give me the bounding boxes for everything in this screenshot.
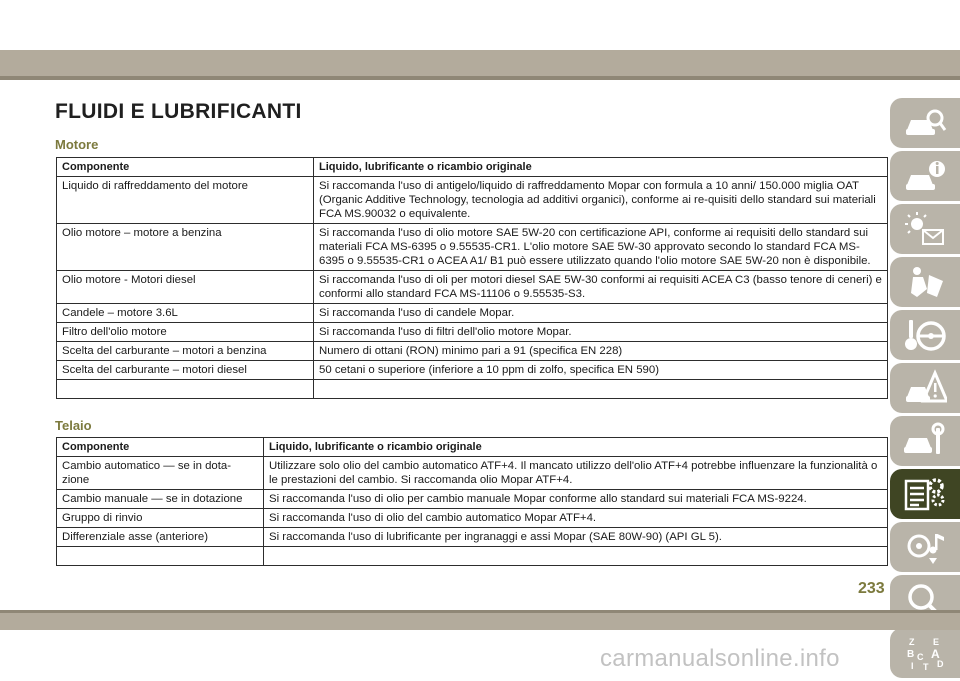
tab-multimedia[interactable]: [890, 522, 960, 572]
car-wrench-icon: [903, 422, 947, 460]
multimedia-music-icon: [903, 528, 947, 566]
tab-maintenance[interactable]: [890, 416, 960, 466]
cell-component: Scelta del carburante – motori a benzina: [57, 342, 314, 361]
cell-fluid: Si raccomanda l'uso di olio per cambio manuale Mopar conforme allo standard sui materiali FCA MS-9224.: [264, 490, 888, 509]
table-row: [57, 457, 888, 490]
header-band-line: [0, 76, 960, 80]
table-row: [57, 528, 888, 547]
tab-safety[interactable]: [890, 257, 960, 307]
column-header-componente: Componente: [57, 438, 264, 457]
section-heading-telaio: Telaio: [55, 418, 92, 433]
tab-driving[interactable]: [890, 310, 960, 360]
car-info-icon: [903, 157, 947, 195]
index-letter: B: [907, 649, 915, 660]
cell-component: Cambio manuale — se in dotazione: [57, 490, 264, 509]
chapter-sidebar: [890, 98, 960, 681]
telaio-table: [56, 437, 888, 566]
cell-fluid: Si raccomanda l'uso di olio motore SAE 5W-20 con certificazione API, conforme ai requisiti dello standard sui materiali FCA MS-6395 o 9.55535-CR1. L'olio motore SAE 5W-30 approvato secondo lo standard FCA MS-6395 o 9.55535-CR1 o ACEA A1/ B1 può essere utilizzato quando l'olio motore SAE 5W-20 non è disponibile.: [314, 224, 888, 271]
tab-emergency[interactable]: [890, 363, 960, 413]
tab-warning-lights[interactable]: [890, 204, 960, 254]
cell-fluid: Utilizzare solo olio del cambio automatico ATF+4. Il mancato utilizzo dell'olio ATF+4 potrebbe influenzare la funzionalità o le prestazioni del cambio. Si raccomanda olio Mopar ATF+4.: [264, 457, 888, 490]
spacer-cell: [314, 380, 888, 399]
page-title: FLUIDI E LUBRIFICANTI: [55, 100, 302, 123]
index-letter: I: [911, 661, 914, 671]
motore-table: [56, 157, 888, 399]
cell-fluid: Si raccomanda l'uso di olio del cambio automatico Mopar ATF+4.: [264, 509, 888, 528]
tab-index[interactable]: [890, 628, 960, 678]
cell-fluid: Si raccomanda l'uso di antigelo/liquido di raffreddamento Mopar con formula a 10 anni/ 150.000 miglia OAT (Organic Additive Technology, tecnologia ad additivi organici), conforme ai re-quisiti dello standard sui materiali FCA MS.90032 o equivalente.: [314, 177, 888, 224]
cell-component: Differenziale asse (anteriore): [57, 528, 264, 547]
table-row: [57, 323, 888, 342]
table-row: [57, 509, 888, 528]
steering-wheel-icon: [903, 316, 947, 354]
index-letter: Z: [909, 637, 915, 647]
cell-fluid: 50 cetani o superiore (inferiore a 10 ppm di zolfo, specifica EN 590): [314, 361, 888, 380]
table-row: [57, 490, 888, 509]
index-letter: E: [933, 637, 940, 647]
table-header-row: [57, 438, 888, 457]
footer-band: [0, 613, 960, 630]
cell-component: Filtro dell'olio motore: [57, 323, 314, 342]
tab-car-overview[interactable]: [890, 98, 960, 148]
index-letter: D: [937, 659, 944, 669]
column-header-liquido: Liquido, lubrificante o ricambio originale: [264, 438, 888, 457]
tab-car-info[interactable]: [890, 151, 960, 201]
header-band: [0, 50, 960, 76]
cell-component: Candele – motore 3.6L: [57, 304, 314, 323]
page-number: 233: [858, 580, 885, 597]
spacer-cell: [57, 547, 264, 566]
section-heading-motore: Motore: [55, 137, 99, 152]
table-row: [57, 342, 888, 361]
cell-fluid: Si raccomanda l'uso di candele Mopar.: [314, 304, 888, 323]
index-letters-icon: [903, 634, 947, 672]
cell-fluid: Si raccomanda l'uso di lubrificante per ingranaggi e assi Mopar (SAE 80W-90) (API GL 5).: [264, 528, 888, 547]
index-letter: A: [931, 647, 940, 661]
index-letter: T: [923, 662, 929, 672]
cell-component: Cambio automatico — se in dota-zione: [57, 457, 264, 490]
airbag-icon: [903, 263, 947, 301]
cell-fluid: Si raccomanda l'uso di filtri dell'olio motore Mopar.: [314, 323, 888, 342]
car-magnifier-icon: [903, 104, 947, 142]
table-row: [57, 304, 888, 323]
table-spacer-row: [57, 380, 888, 399]
cell-component: Gruppo di rinvio: [57, 509, 264, 528]
cell-component: Olio motore – motore a benzina: [57, 224, 314, 271]
cell-component: Liquido di raffreddamento del motore: [57, 177, 314, 224]
spacer-cell: [57, 380, 314, 399]
cell-component: Olio motore - Motori diesel: [57, 271, 314, 304]
watermark: carmanualsonline.info: [600, 645, 840, 672]
table-header-row: [57, 158, 888, 177]
column-header-componente: Componente: [57, 158, 314, 177]
cell-fluid: Numero di ottani (RON) minimo pari a 91 (specifica EN 228): [314, 342, 888, 361]
tab-specifications[interactable]: [890, 469, 960, 519]
warning-lights-envelope-icon: [903, 210, 947, 248]
index-letter: C: [917, 652, 924, 662]
warning-triangle-icon: [903, 369, 947, 407]
spacer-cell: [264, 547, 888, 566]
table-row: [57, 361, 888, 380]
cell-fluid: Si raccomanda l'uso di oli per motori diesel SAE 5W-30 conformi ai requisiti ACEA C3 (basso tenore di ceneri) e conformi allo standard FCA MS-11106 o 9.55535-S3.: [314, 271, 888, 304]
table-row: [57, 177, 888, 224]
table-spacer-row: [57, 547, 888, 566]
table-row: [57, 224, 888, 271]
cell-component: Scelta del carburante – motori diesel: [57, 361, 314, 380]
column-header-liquido: Liquido, lubrificante o ricambio originale: [314, 158, 888, 177]
specifications-gear-icon: [903, 475, 947, 513]
table-row: [57, 271, 888, 304]
